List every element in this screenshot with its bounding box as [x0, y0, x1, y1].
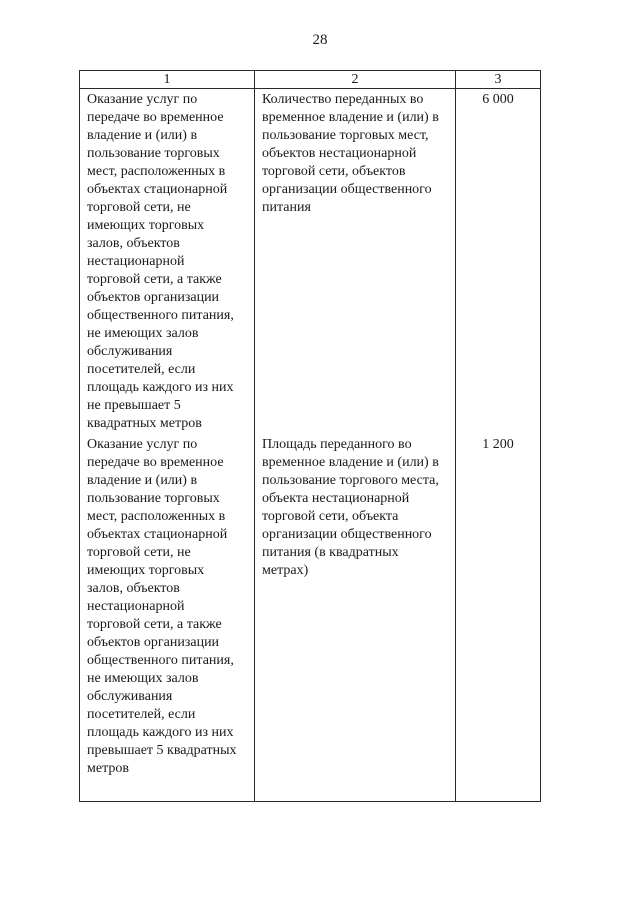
column-header-1: 1 [163, 72, 171, 87]
column-divider [254, 71, 255, 801]
table-header-row [80, 71, 540, 89]
data-table [79, 70, 541, 802]
column-header-3: 3 [494, 72, 502, 87]
base-yield-value-cell: 1 200 [482, 437, 514, 452]
column-header-2: 2 [351, 72, 359, 87]
physical-indicator-cell: Площадь переданного во временное владение и (или) в пользование торгового места, объекта нестационарной торговой сети, объекта организации общественного питания (в квадратных метрах) [262, 437, 439, 578]
page-number: 28 [312, 32, 328, 48]
base-yield-value-cell: 6 000 [482, 92, 514, 107]
service-description-cell: Оказание услуг по передаче во временное владение и (или) в пользование торговых мест, расположенных в объектах стационарной торговой сети, не имеющих торговых залов, объектов нестационарной торговой сети, а также объектов организации общественного питания, не имеющих залов обслуживания посетителей, если площадь каждого из них не превышает 5 квадратных метров [87, 92, 234, 431]
physical-indicator-cell: Количество переданных во временное владение и (или) в пользование торговых мест, объектов нестационарной торговой сети, объектов организации общественного питания [262, 92, 439, 215]
service-description-cell: Оказание услуг по передаче во временное владение и (или) в пользование торговых мест, расположенных в объектах стационарной торговой сети, не имеющих торговых залов, объектов нестационарной торговой сети, а также объектов организации общественного питания, не имеющих залов обслуживания посетителей, если площадь каждого из них превышает 5 квадратных метров [87, 437, 237, 776]
